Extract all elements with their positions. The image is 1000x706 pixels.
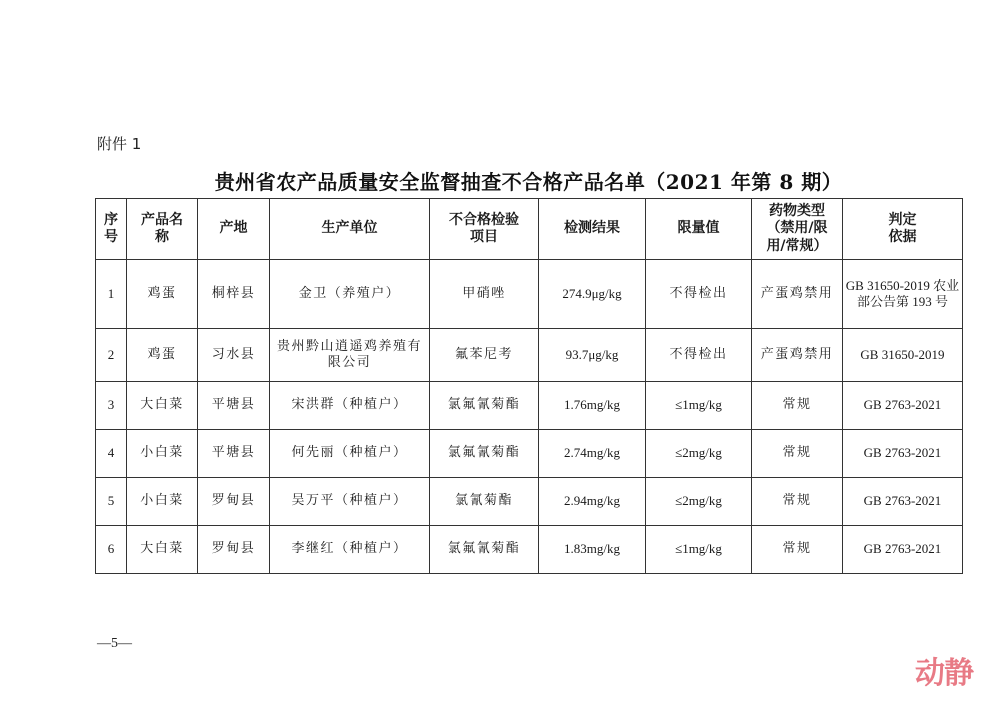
cell-basis: GB 2763-2021 xyxy=(843,382,963,430)
cell-drug-type: 常规 xyxy=(752,382,843,430)
header-origin: 产地 xyxy=(198,199,270,260)
cell-producer: 吴万平（种植户） xyxy=(270,478,430,526)
cell-origin: 平塘县 xyxy=(198,430,270,478)
header-producer: 生产单位 xyxy=(270,199,430,260)
cell-drug-type: 产蛋鸡禁用 xyxy=(752,260,843,329)
cell-product: 大白菜 xyxy=(127,526,198,574)
table-row xyxy=(96,526,963,574)
cell-product: 小白菜 xyxy=(127,478,198,526)
cell-seq: 4 xyxy=(96,430,127,478)
table-row xyxy=(96,478,963,526)
cell-limit: ≤2mg/kg xyxy=(646,478,752,526)
header-product-name: 产品名 称 xyxy=(127,199,198,260)
cell-drug-type: 产蛋鸡禁用 xyxy=(752,329,843,382)
table-row xyxy=(96,329,963,382)
cell-drug-type: 常规 xyxy=(752,430,843,478)
cell-limit: ≤1mg/kg xyxy=(646,382,752,430)
cell-limit: ≤2mg/kg xyxy=(646,430,752,478)
cell-basis: GB 2763-2021 xyxy=(843,430,963,478)
cell-product: 鸡蛋 xyxy=(127,329,198,382)
cell-failed-item: 氯氟氰菊酯 xyxy=(430,430,539,478)
cell-origin: 罗甸县 xyxy=(198,526,270,574)
cell-failed-item: 氯氟氰菊酯 xyxy=(430,526,539,574)
cell-origin: 罗甸县 xyxy=(198,478,270,526)
cell-producer: 贵州黔山逍遥鸡养殖有限公司 xyxy=(270,329,430,382)
header-seq: 序 号 xyxy=(96,199,127,260)
cell-limit: ≤1mg/kg xyxy=(646,526,752,574)
cell-failed-item: 氟苯尼考 xyxy=(430,329,539,382)
cell-seq: 3 xyxy=(96,382,127,430)
cell-result: 2.74mg/kg xyxy=(539,430,646,478)
cell-basis: GB 31650-2019 农业部公告第 193 号 xyxy=(843,260,963,329)
cell-basis: GB 2763-2021 xyxy=(843,478,963,526)
cell-failed-item: 氯氰菊酯 xyxy=(430,478,539,526)
cell-product: 小白菜 xyxy=(127,430,198,478)
cell-product: 鸡蛋 xyxy=(127,260,198,329)
cell-failed-item: 甲硝唑 xyxy=(430,260,539,329)
cell-drug-type: 常规 xyxy=(752,526,843,574)
cell-result: 274.9μg/kg xyxy=(539,260,646,329)
cell-producer: 金卫（养殖户） xyxy=(270,260,430,329)
table-row xyxy=(96,382,963,430)
cell-seq: 5 xyxy=(96,478,127,526)
cell-seq: 2 xyxy=(96,329,127,382)
cell-basis: GB 2763-2021 xyxy=(843,526,963,574)
header-failed-item: 不合格检验 项目 xyxy=(430,199,539,260)
document-title: 贵州省农产品质量安全监督抽查不合格产品名单（2021 年第 8 期） xyxy=(214,170,843,194)
cell-result: 2.94mg/kg xyxy=(539,478,646,526)
cell-origin: 桐梓县 xyxy=(198,260,270,329)
page-number: —5— xyxy=(97,636,132,651)
cell-result: 93.7μg/kg xyxy=(539,329,646,382)
cell-origin: 习水县 xyxy=(198,329,270,382)
table-row xyxy=(96,430,963,478)
table-row xyxy=(96,260,963,329)
cell-producer: 宋洪群（种植户） xyxy=(270,382,430,430)
noncompliant-products-table xyxy=(95,198,963,574)
header-limit: 限量值 xyxy=(646,199,752,260)
cell-producer: 何先丽（种植户） xyxy=(270,430,430,478)
header-drug-type: 药物类型 （禁用/限 用/常规） xyxy=(752,199,843,260)
cell-limit: 不得检出 xyxy=(646,260,752,329)
cell-result: 1.76mg/kg xyxy=(539,382,646,430)
cell-origin: 平塘县 xyxy=(198,382,270,430)
cell-basis: GB 31650-2019 xyxy=(843,329,963,382)
dongjing-watermark-logo: 动静 xyxy=(915,656,973,691)
cell-limit: 不得检出 xyxy=(646,329,752,382)
header-test-result: 检测结果 xyxy=(539,199,646,260)
cell-seq: 6 xyxy=(96,526,127,574)
table-header-row xyxy=(96,199,963,260)
attachment-label: 附件 1 xyxy=(97,135,142,153)
cell-failed-item: 氯氟氰菊酯 xyxy=(430,382,539,430)
cell-drug-type: 常规 xyxy=(752,478,843,526)
cell-product: 大白菜 xyxy=(127,382,198,430)
cell-producer: 李继红（种植户） xyxy=(270,526,430,574)
header-basis: 判定 依据 xyxy=(843,199,963,260)
cell-seq: 1 xyxy=(96,260,127,329)
cell-result: 1.83mg/kg xyxy=(539,526,646,574)
